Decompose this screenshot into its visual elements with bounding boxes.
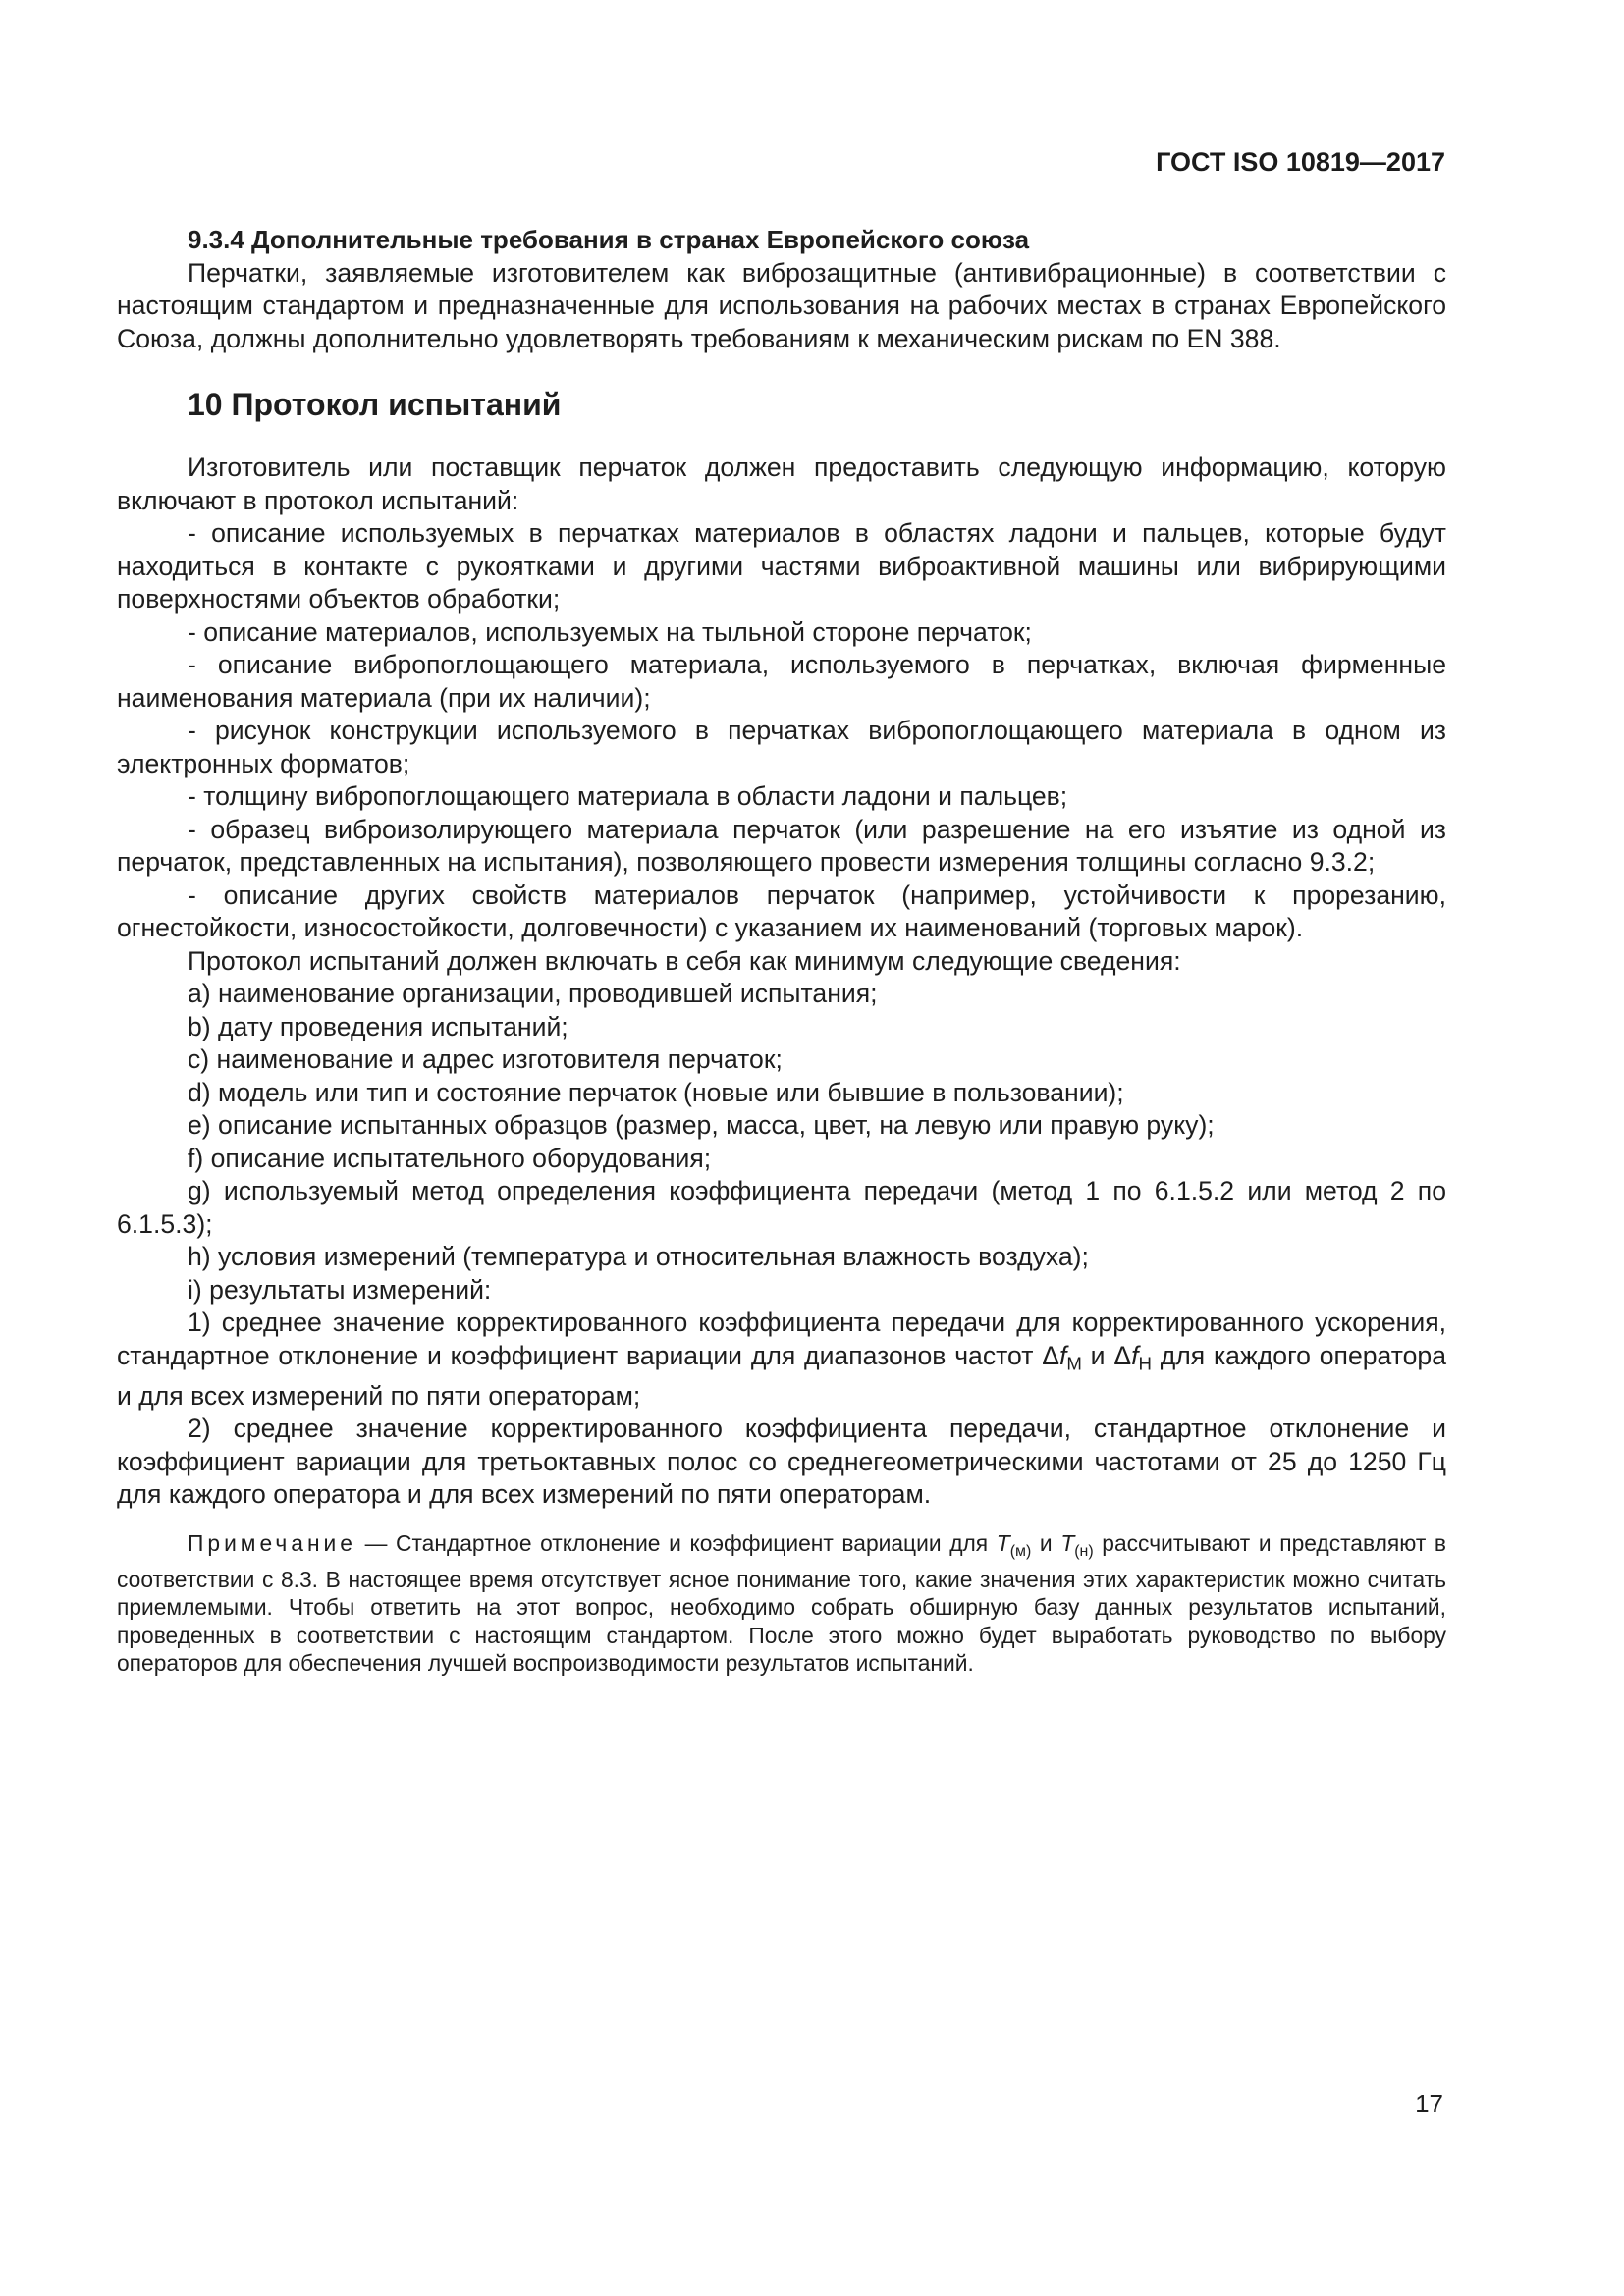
section-9-3-4-body: Перчатки, заявляемые изготовителем как виброзащитные (антивибрационные) в соответствии с настоящим стандартом и предназначенные для использования на рабочих местах в странах Европейского Союза, должны дополнительно удовлетворять требованиям к механическим рискам по EN 388. — [117, 257, 1446, 353]
report-item: h) условия измерений (температура и относительная влажность воздуха); — [188, 1242, 1089, 1271]
info-item: - описание других свойств материалов перчаток (например, устойчивости к прорезанию, огнестойкости, износостойкости, долговечности) с указанием их наименований (торговых марок). — [117, 880, 1446, 942]
report-intro: Протокол испытаний должен включать в себя как минимум следующие сведения: — [188, 945, 1181, 976]
note-block — [117, 1529, 1446, 1678]
document-header: ГОСТ ISO 10819—2017 — [1156, 147, 1445, 177]
info-item: - образец виброизолирующего материала перчаток (или разрешение на его изъятие из одной из перчаток, представленных на испытания), позволяющего провести измерения толщины согласно 9.3.2; — [117, 814, 1446, 877]
subscript-n: (н) — [1074, 1542, 1094, 1560]
transmissibility-symbol: T — [996, 1529, 1010, 1556]
section-10-title: 10 Протокол испытаний — [188, 387, 562, 422]
transmissibility-symbol: T — [1060, 1529, 1075, 1556]
note-label: Примечание — [188, 1529, 356, 1556]
page-number: 17 — [1415, 2089, 1443, 2118]
result-item-2: 2) среднее значение корректированного коэффициента передачи, стандартное отклонение и коэффициент вариации для третьоктавных полос со среднегеометрическими частотами от 25 до 1250 Гц для каждого оператора и для всех измерений по пяти операторам. — [117, 1414, 1446, 1510]
note-dash: — — [355, 1529, 397, 1556]
info-item: - описание используемых в перчатках материалов в областях ладони и пальцев, которые будут находиться в контакте с рукоятками и другими частями виброактивной машины или вибрирующими поверхностями объектов обработки; — [117, 518, 1446, 614]
report-item: d) модель или тип и состояние перчаток (новые или бывшие в пользовании); — [188, 1077, 1124, 1107]
section-9-3-4-title: 9.3.4 Дополнительные требования в странах Европейского союза — [188, 225, 1030, 254]
info-item: - описание вибропоглощающего материала, используемого в перчатках, включая фирменные наименования материала (при их наличии); — [117, 650, 1446, 713]
note-text — [117, 1529, 1446, 1678]
result-1-conj: и — [1081, 1340, 1114, 1370]
report-item: e) описание испытанных образцов (размер, масса, цвет, на левую или правую руку); — [188, 1110, 1215, 1140]
info-item: - рисунок конструкции используемого в перчатках вибропоглощающего материала в одном из электронных форматов; — [117, 716, 1446, 778]
subscript-m: (м) — [1009, 1542, 1032, 1560]
report-item: b) дату проведения испытаний; — [188, 1011, 568, 1041]
result-1-text-after: для каждого оператора и для всех измерений по пяти операторам; — [117, 1340, 1446, 1411]
report-item: f) описание испытательного оборудования; — [188, 1143, 712, 1173]
frequency-subscript-n: Н — [1138, 1353, 1152, 1374]
note-conj: и — [1031, 1529, 1061, 1556]
note-text-2: рассчитывают и представляют в соответствии с 8.3. В настоящее время отсутствует ясное понимание того, какие значения этих характеристик можно считать приемлемыми. Чтобы ответить на этот вопрос, необходимо собрать обширную базу данных результатов испытаний, проведенных в соответствии с настоящим стандартом. После этого можно будет выработать руководство по выбору операторов для обеспечения лучшей воспроизводимости результатов испытаний. — [117, 1529, 1447, 1677]
frequency-symbol: f — [1058, 1340, 1067, 1370]
report-item: g) используемый метод определения коэффициента передачи (метод 1 по 6.1.5.2 или метод 2 по 6.1.5.3); — [117, 1176, 1446, 1239]
report-item: a) наименование организации, проводившей испытания; — [188, 979, 878, 1008]
result-1-text-before: 1) среднее значение корректированного коэффициента передачи для корректированного ускорения, стандартное отклонение и коэффициент вариации для диапазонов частот — [117, 1308, 1446, 1370]
section-10-intro: Изготовитель или поставщик перчаток должен предоставить следующую информацию, которую включают в протокол испытаний: — [117, 453, 1446, 515]
delta-symbol: Δ — [1042, 1340, 1059, 1370]
page-content — [117, 224, 1446, 1678]
frequency-symbol: f — [1131, 1340, 1139, 1370]
result-item-1 — [117, 1307, 1446, 1413]
report-item: c) наименование и адрес изготовителя перчаток; — [188, 1044, 783, 1074]
info-item: - толщину вибропоглощающего материала в области ладони и пальцев; — [188, 781, 1068, 811]
delta-symbol: Δ — [1113, 1340, 1132, 1370]
report-item: i) результаты измерений: — [188, 1274, 492, 1305]
info-item: - описание материалов, используемых на тыльной стороне перчаток; — [188, 616, 1032, 647]
note-text-1: Стандартное отклонение и коэффициент вариации для — [396, 1529, 997, 1556]
frequency-subscript-m: М — [1066, 1353, 1082, 1374]
